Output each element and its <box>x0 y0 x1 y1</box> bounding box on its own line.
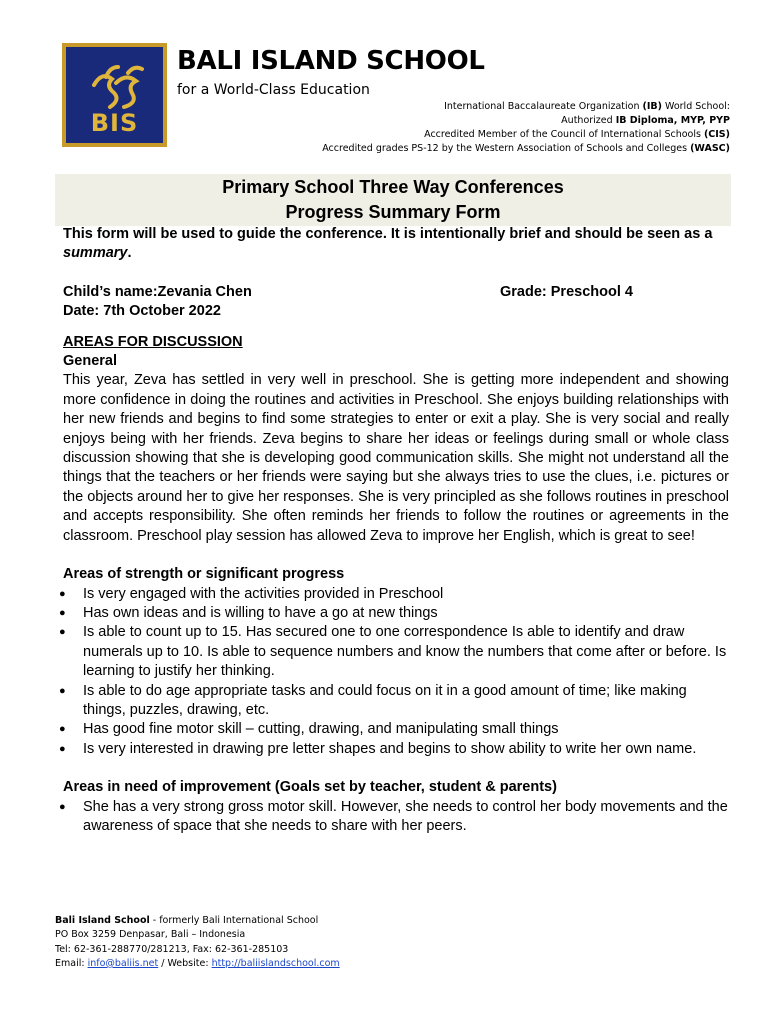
school-tagline: for a World-Class Education <box>177 82 370 98</box>
footer-address: PO Box 3259 Denpasar, Bali – Indonesia <box>55 929 246 941</box>
footer-phone: Tel: 62-361-288770/281213, Fax: 62-361-285103 <box>55 943 289 955</box>
accreditation-line-ib: International Baccalaureate Organization (IB) World School: <box>444 101 730 112</box>
page-footer <box>55 914 340 971</box>
form-subtitle: Progress Summary Form <box>285 202 501 222</box>
areas-heading: AREAS FOR DISCUSSION <box>63 333 243 350</box>
footer-contact-line: Email: info@baliis.net / Website: http://baliislandschool.com <box>55 957 340 969</box>
child-name: Child’s name:Zevania Chen <box>63 283 252 300</box>
accreditation-line-cis: Accredited Member of the Council of International Schools (CIS) <box>424 129 730 140</box>
accreditation-block <box>322 100 730 156</box>
footer-school-line: Bali Island School - formerly Bali International School <box>55 915 319 926</box>
strengths-list <box>63 585 729 760</box>
grade: Grade: Preschool 4 <box>500 283 633 300</box>
improvement-heading: Areas in need of improvement (Goals set by teacher, student & parents) <box>63 779 557 796</box>
general-paragraph: This year, Zeva has settled in very well in preschool. She is getting more independent and showing more confidence in doing the routines and activities in Preschool. She enjoys building relationships with her new friends and begins to find some strategies to enter or exit a play. She is very social and really enjoys being with her friends. Zeva begins to share her ideas or feelings during small or whole class discussion showing that she is developing good communication skills. She might not understand all the things that the teachers or her friends were saying but she always tries to use the clues, i.e. pictures or the objects around her to give her responses. She is very principled as she follows routines in preschool and accepts responsibility. She often reminds her friends to follow the routines or agreements in the classroom. Preschool play session has allowed Zeva to improve her English, which is great to see! <box>63 372 729 544</box>
list-item: ● Has own ideas and is willing to have a go at new things <box>63 604 729 623</box>
list-item: ● She has a very strong gross motor skill. However, she needs to control her body movements and the awareness of space that she needs to share with her peers. <box>63 798 729 837</box>
logo-text: BIS <box>90 109 139 137</box>
intro-text: This form will be used to guide the conference. It is intentionally brief and should be seen as a summary. <box>63 226 713 262</box>
student-info-row <box>63 283 729 302</box>
accreditation-line-programs: Authorized IB Diploma, MYP, PYP <box>561 115 730 126</box>
form-title-band <box>55 174 731 226</box>
strengths-heading: Areas of strength or significant progress <box>63 566 345 583</box>
email-link[interactable]: info@baliis.net <box>87 957 159 969</box>
school-logo <box>62 43 167 147</box>
general-heading: General <box>63 353 117 370</box>
list-item: ● Is very interested in drawing pre letter shapes and begins to show ability to write her own name. <box>63 740 729 759</box>
school-name: BALI ISLAND SCHOOL <box>177 46 485 76</box>
list-item: ● Is able to do age appropriate tasks and could focus on it in a good amount of time; like making things, puzzles, drawing, etc. <box>63 682 729 721</box>
list-item: ● Is able to count up to 15. Has secured one to one correspondence Is able to identify and draw numerals up to 10. Is able to sequence numbers and know the numbers that come after or before. Is learning to justify her thinking. <box>63 623 729 681</box>
list-item: ● Has good fine motor skill – cutting, drawing, and manipulating small things <box>63 720 729 739</box>
list-item: ● Is very engaged with the activities provided in Preschool <box>63 585 729 604</box>
form-title: Primary School Three Way Conferences <box>222 177 564 197</box>
accreditation-line-wasc: Accredited grades PS-12 by the Western Association of Schools and Colleges (WASC) <box>322 143 730 154</box>
improvement-list <box>63 798 729 837</box>
conference-date: Date: 7th October 2022 <box>63 303 221 320</box>
form-content <box>63 225 729 836</box>
website-link[interactable]: http://baliislandschool.com <box>211 957 340 969</box>
